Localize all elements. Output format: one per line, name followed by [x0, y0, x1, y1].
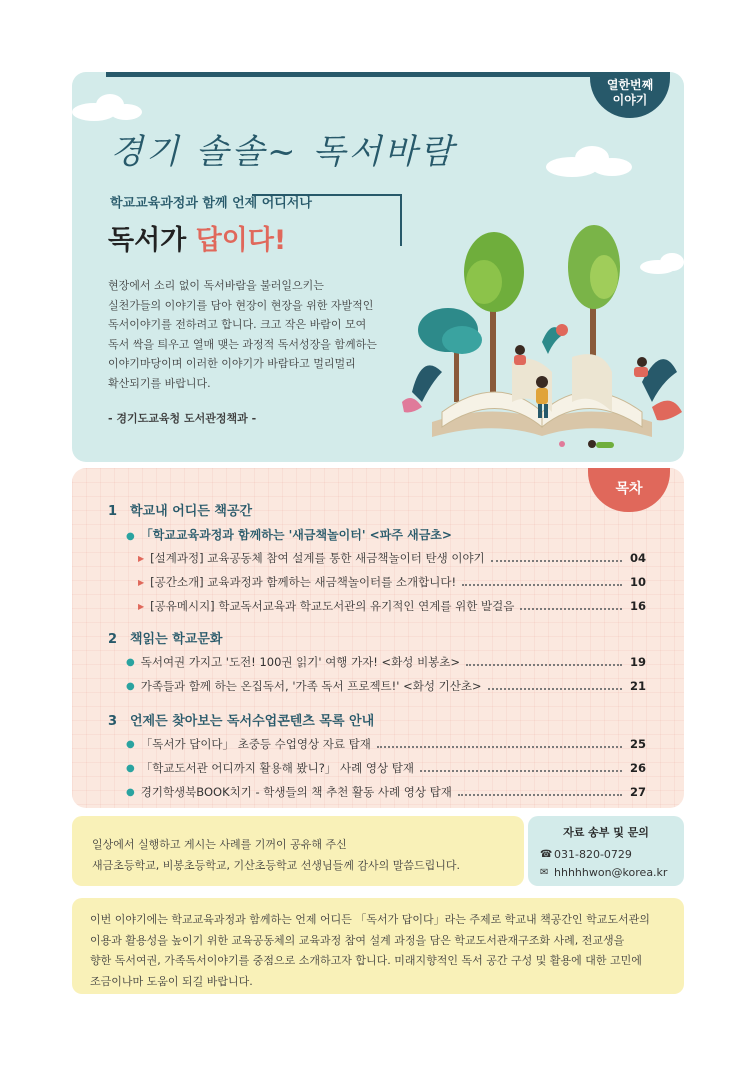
phone-number: 031-820-0729 — [554, 848, 632, 861]
section-number: 2 — [108, 632, 118, 647]
summary-line: 향한 독서여권, 가족독서이야기를 중점으로 소개하고자 합니다. 미래지향적인 독서 공간 구성 및 활용에 대한 고민에 — [90, 954, 642, 967]
book-trees-illustration — [402, 222, 684, 452]
bullet-icon: ● — [126, 762, 135, 774]
entry-text: 가족들과 함께 하는 온집독서, '가족 독서 프로젝트!' <화성 기산초> — [140, 679, 482, 693]
page-number: 21 — [629, 679, 646, 693]
brand-title: 경기 솔솔~ 독서바람 — [110, 132, 456, 172]
page-number: 19 — [629, 655, 646, 669]
toc-entry[interactable] — [126, 736, 646, 752]
entry-text: 독서여권 가지고 '도전! 100권 읽기' 여행 가자! <화성 비봉초> — [140, 655, 461, 669]
triangle-icon: ▶ — [138, 553, 145, 563]
headline — [108, 218, 286, 257]
mail-icon: ✉ — [540, 867, 549, 878]
dot-leader — [466, 658, 622, 666]
table-of-contents — [72, 468, 684, 808]
badge-line: 열한번째 — [606, 78, 654, 92]
section-number: 1 — [108, 504, 118, 519]
triangle-icon: ▶ — [138, 601, 145, 611]
dot-leader — [491, 554, 622, 562]
summary-line: 이용과 활용성을 높이기 위한 교육공동체의 교육과정 참여 설계 과정을 담은 학교도서관재구조화 사례, 전교생을 — [90, 933, 625, 947]
page-number: 25 — [629, 737, 646, 751]
section-title: 책읽는 학교문화 — [130, 632, 223, 647]
toc-entry[interactable] — [126, 678, 646, 694]
contact-email[interactable] — [540, 864, 672, 882]
bullet-icon: ● — [126, 531, 135, 542]
headline-accent: 답이다! — [195, 225, 287, 256]
subhead-text: 「학교교육과정과 함께하는 '새금책놀이터' <파주 새금초> — [140, 528, 452, 542]
summary-line: 조금이나마 도움이 되길 바랍니다. — [90, 974, 253, 988]
intro-line: 현장에서 소리 없이 독서바람을 불러일으키는 — [108, 279, 324, 292]
toc-entry[interactable] — [138, 550, 646, 566]
toc-entry[interactable] — [126, 784, 646, 800]
entry-text: [공유메시지] 학교독서교육과 학교도서관의 유기적인 연계를 위한 발걸음 — [150, 599, 515, 613]
toc-entry[interactable] — [126, 654, 646, 670]
section-subhead[interactable] — [126, 526, 452, 543]
intro-line: 독서 싹을 틔우고 열매 맺는 과정적 독서성장을 함께하는 — [108, 337, 377, 351]
bullet-icon: ● — [126, 738, 135, 750]
issue-badge — [590, 72, 670, 118]
email-address: hhhhhwon@korea.kr — [554, 866, 668, 879]
section-heading[interactable] — [108, 628, 222, 647]
phone-icon: ☎ — [540, 849, 553, 860]
bullet-icon: ● — [126, 656, 135, 668]
section-heading[interactable] — [108, 710, 374, 729]
entry-text: [공간소개] 교육과정과 함께하는 새금책놀이터를 소개합니다! — [150, 575, 457, 589]
intro-line: 독서이야기를 전하려고 합니다. 크고 작은 바람이 모여 — [108, 318, 367, 331]
author: - 경기도교육청 도서관정책과 - — [108, 412, 257, 425]
entry-text: 「독서가 답이다」 초중등 수업영상 자료 탑재 — [140, 737, 371, 751]
entry-text: [설계과정] 교육공동체 참여 설계를 통한 새금책놀이터 탄생 이야기 — [150, 551, 485, 565]
toc-entry[interactable] — [126, 760, 646, 776]
page-number: 04 — [629, 551, 646, 565]
dot-leader — [458, 788, 622, 796]
section-number: 3 — [108, 714, 118, 729]
dot-leader — [420, 764, 622, 772]
intro-line: 확산되기를 바랍니다. — [108, 376, 211, 390]
page-number: 27 — [629, 785, 646, 799]
page-number: 10 — [629, 575, 646, 589]
triangle-icon: ▶ — [138, 577, 145, 587]
section-title: 학교내 어디든 책공간 — [130, 504, 253, 519]
dot-leader — [377, 740, 622, 748]
contact-box — [528, 816, 684, 886]
badge-line: 이야기 — [612, 93, 648, 107]
summary-line: 이번 이야기에는 학교교육과정과 함께하는 언제 어디든 「독서가 답이다」라는 주제로 학교내 책공간인 학교도서관의 — [90, 913, 650, 926]
thanks-box — [72, 816, 524, 886]
intro-line: 실천가들의 이야기를 담아 현장이 현장을 위한 자발적인 — [108, 298, 374, 312]
subtitle: 학교교육과정과 함께 언제 어디서나 — [110, 196, 312, 211]
bullet-icon: ● — [126, 786, 135, 798]
intro-text — [108, 276, 428, 393]
dot-leader — [462, 578, 622, 586]
toc-tab: 목차 — [588, 468, 670, 512]
cloud-icon — [72, 92, 142, 122]
bullet-icon: ● — [126, 680, 135, 692]
hero-panel — [72, 72, 684, 462]
page-number: 16 — [629, 599, 646, 613]
section-heading[interactable] — [108, 500, 252, 519]
toc-entry[interactable] — [138, 598, 646, 614]
toc-entry[interactable] — [138, 574, 646, 590]
summary-box — [72, 898, 684, 994]
intro-line: 이야기마당이며 이러한 이야기가 바람타고 멀리멀리 — [108, 357, 356, 370]
headline-main: 독서가 — [108, 225, 196, 256]
entry-text: 경기학생북BOOK치기 - 학생들의 책 추천 활동 사례 영상 탑재 — [140, 785, 452, 799]
contact-phone[interactable] — [540, 846, 672, 864]
cloud-icon — [546, 144, 632, 178]
contact-title: 자료 송부 및 문의 — [563, 826, 649, 839]
dot-leader — [488, 682, 622, 690]
entry-text: 「학교도서관 어디까지 활용해 봤니?」 사례 영상 탑재 — [140, 761, 414, 775]
page-number: 26 — [629, 761, 646, 775]
top-divider — [106, 72, 606, 77]
section-title: 언제든 찾아보는 독서수업콘텐츠 목록 안내 — [130, 714, 375, 729]
thanks-line: 새금초등학교, 비봉초등학교, 기산초등학교 선생님들께 감사의 말씀드립니다. — [92, 859, 461, 872]
dot-leader — [520, 602, 622, 610]
thanks-line: 일상에서 실행하고 게시는 사례를 기꺼이 공유해 주신 — [92, 838, 347, 851]
